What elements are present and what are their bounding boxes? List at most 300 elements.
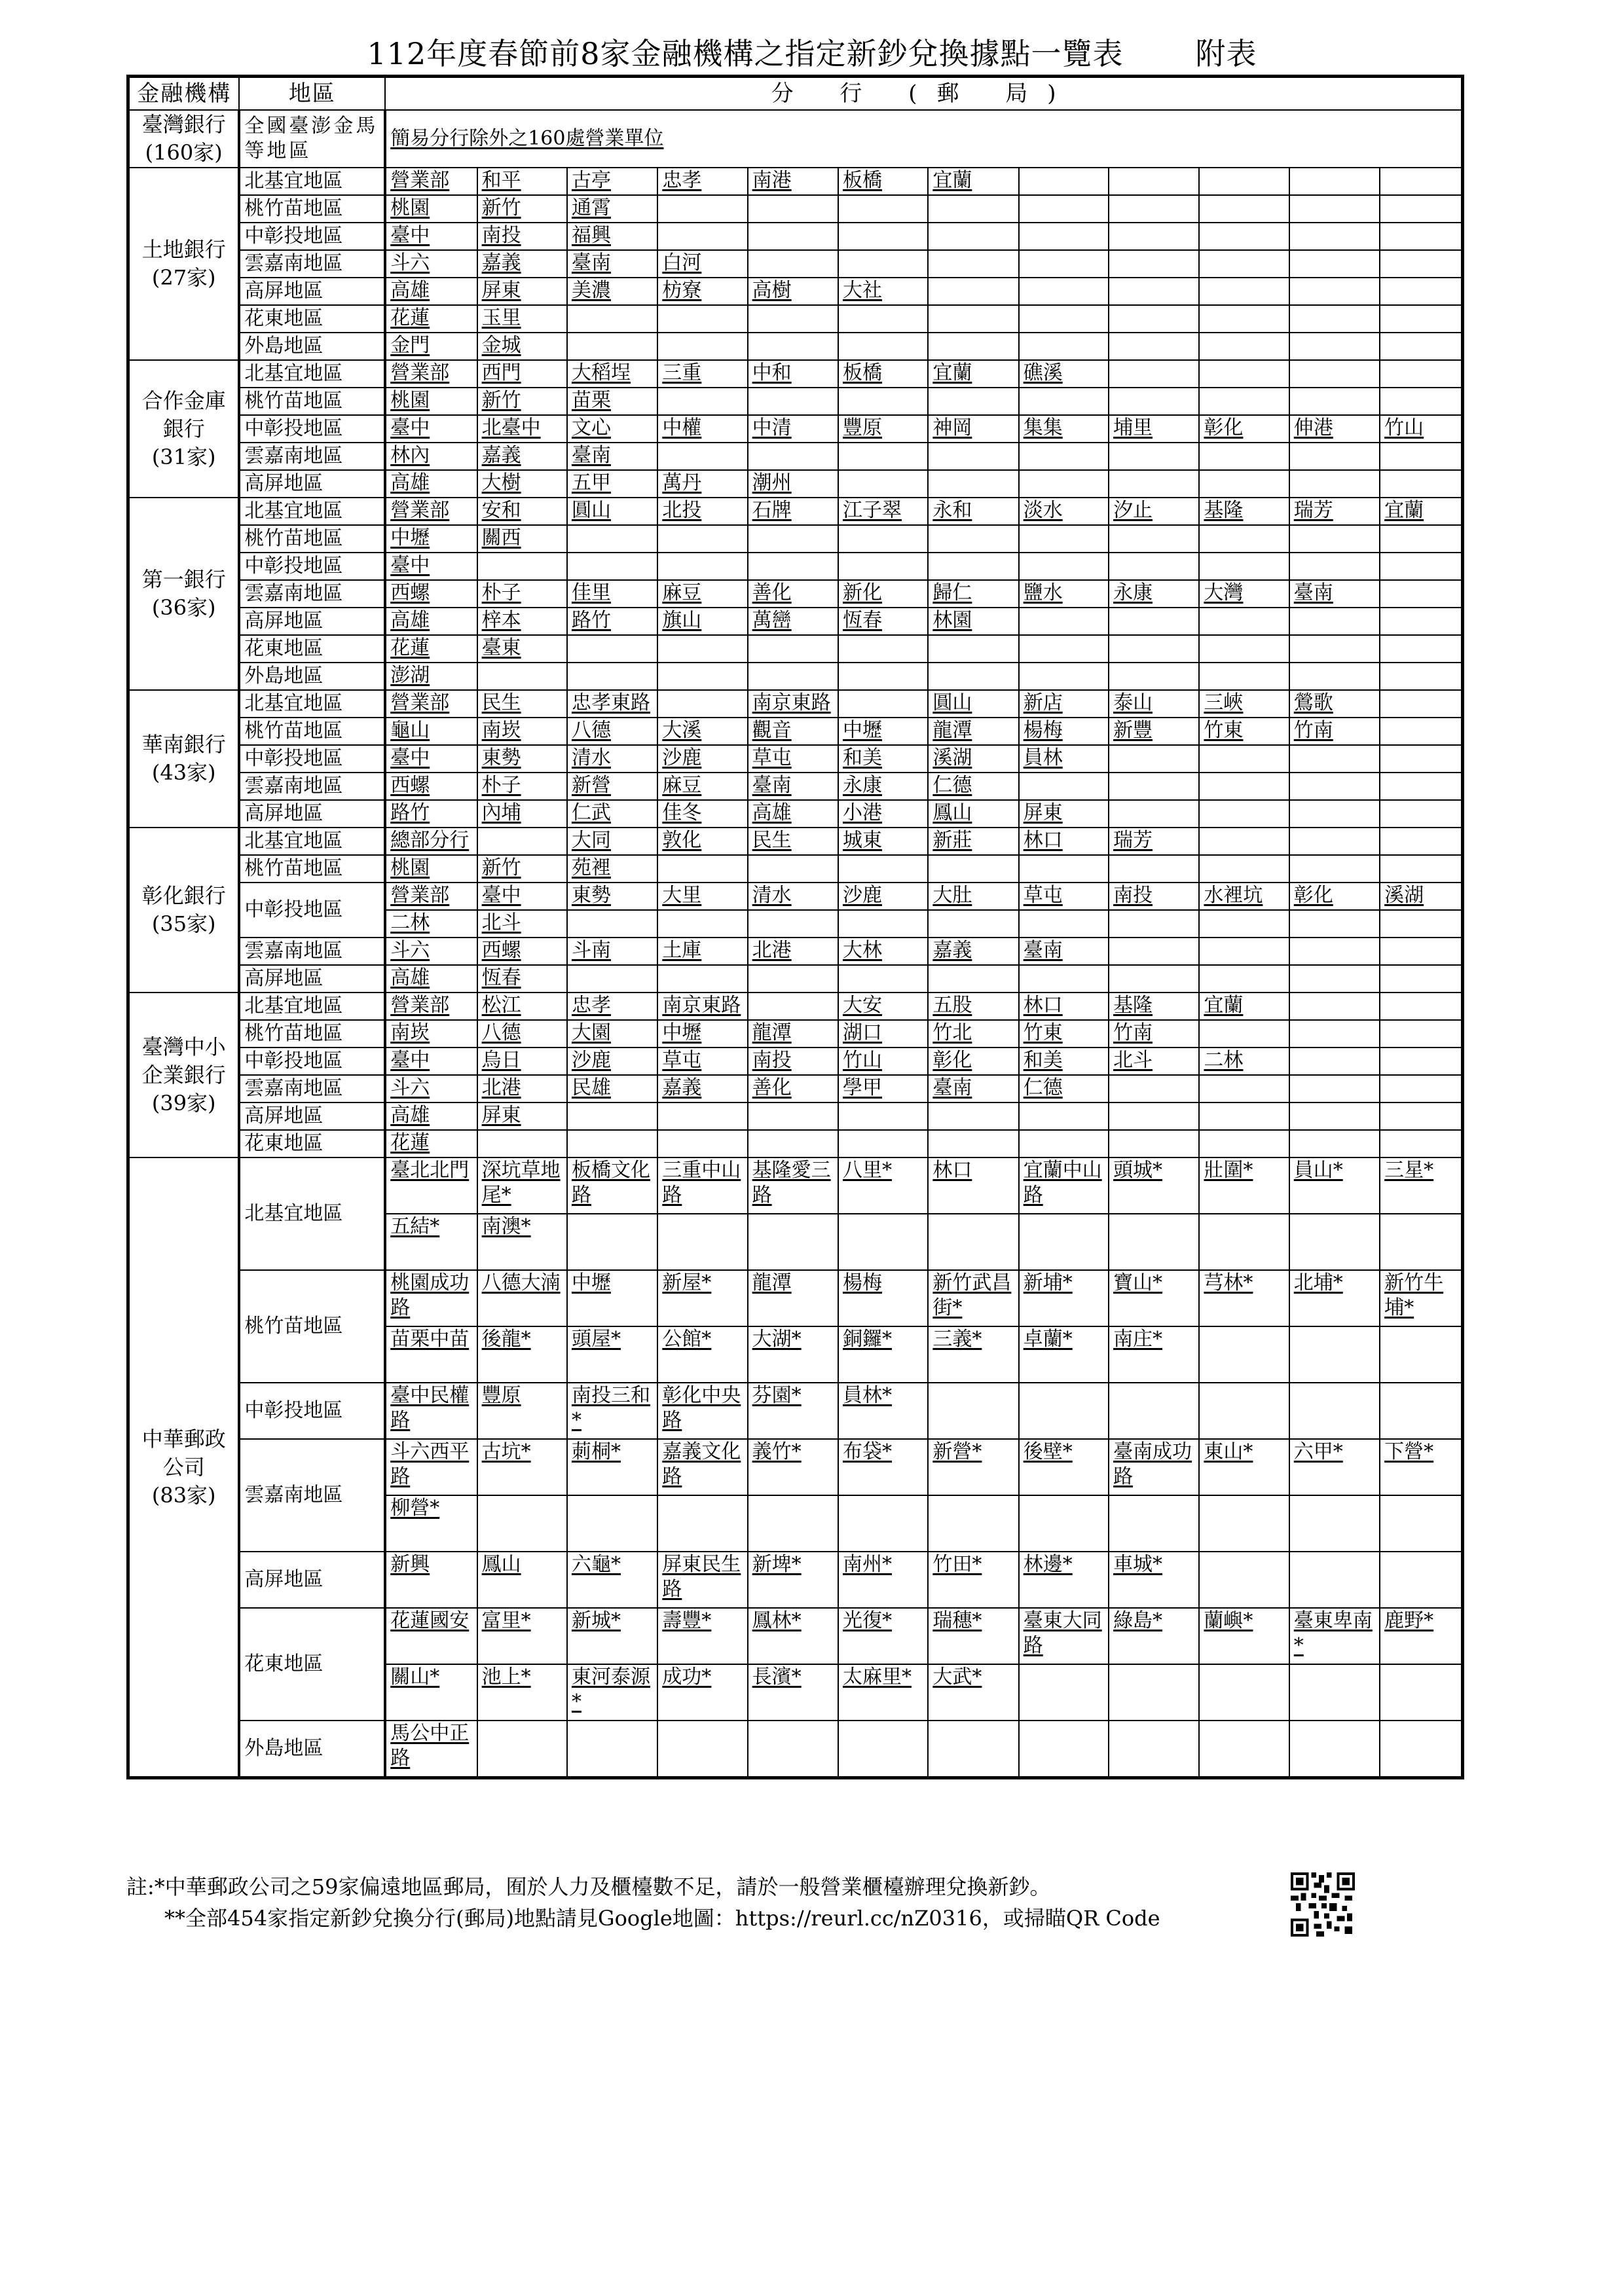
branch-cell: 大灣 bbox=[1199, 580, 1289, 608]
region-name: 桃竹苗地區 bbox=[239, 388, 385, 415]
branch-cell bbox=[1109, 608, 1199, 635]
branch-cell bbox=[567, 635, 657, 663]
institution-name: 彰化銀行 (35家) bbox=[128, 828, 240, 993]
branch-cell: 嘉義 bbox=[928, 938, 1018, 965]
branch-cell: 城東 bbox=[838, 828, 928, 855]
branch-cell bbox=[928, 223, 1018, 250]
branch-cell bbox=[657, 1102, 747, 1130]
branch-cell bbox=[1019, 1102, 1109, 1130]
branch-cell: 大樹 bbox=[477, 470, 567, 498]
branch-cell bbox=[1289, 195, 1380, 223]
table-row bbox=[128, 663, 1463, 690]
branch-cell bbox=[1199, 1130, 1289, 1157]
branch-cell: 大肚 bbox=[928, 883, 1018, 910]
branch-cell: 瑞芳 bbox=[1109, 828, 1199, 855]
table-row bbox=[128, 855, 1463, 883]
branch-cell bbox=[1109, 470, 1199, 498]
table-row bbox=[128, 828, 1463, 855]
branch-cell bbox=[928, 855, 1018, 883]
branch-cell: 忠孝東路 bbox=[567, 690, 657, 718]
branch-cell: 高雄 bbox=[385, 965, 477, 993]
branch-cell bbox=[567, 333, 657, 360]
branch-cell bbox=[657, 1495, 747, 1552]
institution-name: 土地銀行 (27家) bbox=[128, 168, 240, 360]
region-name: 雲嘉南地區 bbox=[239, 443, 385, 470]
branch-cell: 鳳山 bbox=[477, 1552, 567, 1608]
branch-cell bbox=[1289, 443, 1380, 470]
branch-cell: 總部分行 bbox=[385, 828, 477, 855]
branch-cell bbox=[1380, 1552, 1462, 1608]
branch-cell bbox=[1019, 333, 1109, 360]
branch-cell bbox=[748, 553, 838, 580]
institution-name: 第一銀行 (36家) bbox=[128, 498, 240, 690]
branch-cell: 中清 bbox=[748, 415, 838, 443]
branch-cell: 新竹牛埔* bbox=[1380, 1270, 1462, 1326]
footnotes bbox=[126, 1871, 1160, 1934]
branch-cell: 南崁 bbox=[385, 1020, 477, 1048]
branch-cell bbox=[1019, 1130, 1109, 1157]
table-row bbox=[128, 1608, 1463, 1664]
branch-cell: 梓本 bbox=[477, 608, 567, 635]
branch-cell: 萬丹 bbox=[657, 470, 747, 498]
branch-cell: 東勢 bbox=[567, 883, 657, 910]
branch-cell: 南崁 bbox=[477, 718, 567, 745]
branch-cell bbox=[1380, 1495, 1462, 1552]
branch-cell bbox=[1019, 1495, 1109, 1552]
branch-cell bbox=[1380, 1326, 1462, 1383]
branch-cell: 南州* bbox=[838, 1552, 928, 1608]
branch-cell bbox=[1289, 635, 1380, 663]
branch-cell bbox=[838, 1214, 928, 1270]
branch-cell bbox=[1019, 305, 1109, 333]
branch-cell bbox=[1289, 1075, 1380, 1102]
branch-cell: 芎林* bbox=[1199, 1270, 1289, 1326]
branch-cell bbox=[928, 1383, 1018, 1439]
branch-cell bbox=[1199, 168, 1289, 195]
branch-cell: 大同 bbox=[567, 828, 657, 855]
branch-cell: 三峽 bbox=[1199, 690, 1289, 718]
branch-cell bbox=[1380, 580, 1462, 608]
branch-cell bbox=[748, 333, 838, 360]
branch-cell bbox=[928, 470, 1018, 498]
branch-cell: 芬園* bbox=[748, 1383, 838, 1439]
region-name: 高屏地區 bbox=[239, 965, 385, 993]
branch-cell: 新埤* bbox=[748, 1552, 838, 1608]
institution-group bbox=[128, 360, 1463, 498]
branch-cell bbox=[1199, 855, 1289, 883]
branch-cell: 彰化中央路 bbox=[657, 1383, 747, 1439]
branch-cell: 三重中山路 bbox=[657, 1157, 747, 1214]
branch-cell: 中權 bbox=[657, 415, 747, 443]
branch-cell: 善化 bbox=[748, 1075, 838, 1102]
branch-cell: 基隆 bbox=[1109, 993, 1199, 1020]
branch-cell: 北港 bbox=[477, 1075, 567, 1102]
branch-cell bbox=[748, 305, 838, 333]
branch-cell: 新竹 bbox=[477, 855, 567, 883]
region-name: 雲嘉南地區 bbox=[239, 1439, 385, 1552]
branch-cell: 花蓮 bbox=[385, 1130, 477, 1157]
table-row bbox=[128, 965, 1463, 993]
branch-cell: 南港 bbox=[748, 168, 838, 195]
region-name: 花東地區 bbox=[239, 635, 385, 663]
region-name: 花東地區 bbox=[239, 1130, 385, 1157]
table-row bbox=[128, 525, 1463, 553]
region-name: 中彰投地區 bbox=[239, 1048, 385, 1075]
branch-cell: 臺中 bbox=[477, 883, 567, 910]
branch-cell: 仁德 bbox=[1019, 1075, 1109, 1102]
institution-name: 臺灣中小 企業銀行 (39家) bbox=[128, 993, 240, 1157]
branch-cell: 鹽水 bbox=[1019, 580, 1109, 608]
region-name: 桃竹苗地區 bbox=[239, 195, 385, 223]
branch-cell: 臺東 bbox=[477, 635, 567, 663]
branch-cell bbox=[1289, 1721, 1380, 1778]
branch-cell bbox=[1109, 168, 1199, 195]
table-row bbox=[128, 278, 1463, 305]
region-name: 桃竹苗地區 bbox=[239, 1020, 385, 1048]
branch-cell bbox=[1380, 1383, 1462, 1439]
branch-cell bbox=[1289, 745, 1380, 773]
branch-cell bbox=[1289, 1495, 1380, 1552]
branch-cell bbox=[567, 1102, 657, 1130]
branch-cell: 竹山 bbox=[1380, 415, 1462, 443]
branch-cell: 竹東 bbox=[1019, 1020, 1109, 1048]
branch-cell bbox=[928, 1214, 1018, 1270]
branch-cell bbox=[1289, 1383, 1380, 1439]
branch-cell bbox=[928, 1721, 1018, 1778]
branch-cell bbox=[1380, 938, 1462, 965]
branch-cell bbox=[1199, 333, 1289, 360]
branch-cell bbox=[748, 1721, 838, 1778]
branch-cell: 朴子 bbox=[477, 580, 567, 608]
branch-cell bbox=[1380, 663, 1462, 690]
branch-cell: 通霄 bbox=[567, 195, 657, 223]
branch-cell: 旗山 bbox=[657, 608, 747, 635]
branch-cell: 新店 bbox=[1019, 690, 1109, 718]
branch-cell: 屏東 bbox=[477, 1102, 567, 1130]
branch-cell bbox=[1380, 993, 1462, 1020]
branch-cell: 林口 bbox=[1019, 828, 1109, 855]
branch-cell: 池上* bbox=[477, 1664, 567, 1721]
branch-cell bbox=[1019, 1664, 1109, 1721]
branch-cell bbox=[1289, 278, 1380, 305]
table-row bbox=[128, 1020, 1463, 1048]
branch-cell bbox=[1109, 195, 1199, 223]
branch-summary: 簡易分行除外之160處營業單位 bbox=[385, 110, 1462, 168]
region-name: 中彰投地區 bbox=[239, 883, 385, 938]
branch-cell: 永和 bbox=[928, 498, 1018, 525]
branch-cell bbox=[477, 553, 567, 580]
branch-cell: 竹田* bbox=[928, 1552, 1018, 1608]
branch-cell: 湖口 bbox=[838, 1020, 928, 1048]
branch-cell bbox=[567, 1495, 657, 1552]
region-name: 高屏地區 bbox=[239, 1552, 385, 1608]
table-row bbox=[128, 938, 1463, 965]
branch-cell: 臺南 bbox=[928, 1075, 1018, 1102]
branch-cell: 新營* bbox=[928, 1439, 1018, 1495]
branch-cell bbox=[1019, 608, 1109, 635]
branch-cell bbox=[1109, 278, 1199, 305]
branch-cell bbox=[657, 195, 747, 223]
branch-cell bbox=[1289, 608, 1380, 635]
branch-cell bbox=[1289, 855, 1380, 883]
branch-cell: 南庄* bbox=[1109, 1326, 1199, 1383]
branch-cell bbox=[1109, 223, 1199, 250]
branch-cell: 臺南 bbox=[1289, 580, 1380, 608]
branch-cell: 三義* bbox=[928, 1326, 1018, 1383]
branch-cell: 新營 bbox=[567, 773, 657, 800]
branch-cell bbox=[1380, 470, 1462, 498]
branch-cell bbox=[1199, 250, 1289, 278]
branch-cell bbox=[1199, 745, 1289, 773]
branch-cell: 竹北 bbox=[928, 1020, 1018, 1048]
table-row bbox=[128, 1130, 1463, 1157]
qr-code-icon[interactable] bbox=[1290, 1872, 1356, 1937]
branch-cell: 嘉義 bbox=[657, 1075, 747, 1102]
table-row bbox=[128, 415, 1463, 443]
branch-cell: 臺中 bbox=[385, 223, 477, 250]
branch-cell: 龜山 bbox=[385, 718, 477, 745]
region-name: 雲嘉南地區 bbox=[239, 773, 385, 800]
branch-cell bbox=[748, 525, 838, 553]
branch-cell: 嘉義 bbox=[477, 443, 567, 470]
branch-cell: 鳳林* bbox=[748, 1608, 838, 1664]
institution-name: 華南銀行 (43家) bbox=[128, 690, 240, 828]
branch-cell: 彰化 bbox=[928, 1048, 1018, 1075]
branch-cell bbox=[1109, 305, 1199, 333]
branch-cell bbox=[1380, 1020, 1462, 1048]
branch-cell: 高雄 bbox=[385, 470, 477, 498]
region-name: 北基宜地區 bbox=[239, 1157, 385, 1270]
branch-cell: 歸仁 bbox=[928, 580, 1018, 608]
branch-cell: 瑞芳 bbox=[1289, 498, 1380, 525]
table-row bbox=[128, 1270, 1463, 1326]
branch-cell bbox=[1109, 965, 1199, 993]
branch-cell: 光復* bbox=[838, 1608, 928, 1664]
branch-cell: 竹南 bbox=[1289, 718, 1380, 745]
branch-cell bbox=[1199, 1721, 1289, 1778]
region-name: 北基宜地區 bbox=[239, 690, 385, 718]
branch-cell bbox=[1380, 443, 1462, 470]
branch-cell: 中壢 bbox=[657, 1020, 747, 1048]
branch-cell: 嘉義 bbox=[477, 250, 567, 278]
branch-cell bbox=[1380, 855, 1462, 883]
branch-cell bbox=[1289, 1102, 1380, 1130]
branch-cell: 西螺 bbox=[385, 773, 477, 800]
branch-cell: 西螺 bbox=[477, 938, 567, 965]
branch-cell bbox=[1109, 910, 1199, 938]
branch-cell bbox=[1199, 608, 1289, 635]
branch-cell bbox=[928, 1102, 1018, 1130]
table-row bbox=[128, 718, 1463, 745]
branch-cell: 淡水 bbox=[1019, 498, 1109, 525]
branch-cell bbox=[1199, 1383, 1289, 1439]
branch-cell: 佳冬 bbox=[657, 800, 747, 828]
branch-cell bbox=[1380, 828, 1462, 855]
branch-cell: 六龜* bbox=[567, 1552, 657, 1608]
branch-cell bbox=[1199, 305, 1289, 333]
branch-cell: 新興 bbox=[385, 1552, 477, 1608]
branch-cell bbox=[1199, 470, 1289, 498]
branch-cell: 和美 bbox=[838, 745, 928, 773]
header-institution: 金融機構 bbox=[128, 77, 240, 111]
branch-cell: 公館* bbox=[657, 1326, 747, 1383]
branch-cell: 西螺 bbox=[385, 580, 477, 608]
branch-cell bbox=[928, 195, 1018, 223]
branch-cell: 宜蘭 bbox=[928, 360, 1018, 388]
branch-cell bbox=[657, 663, 747, 690]
branch-cell: 富里* bbox=[477, 1608, 567, 1664]
branch-cell: 南投 bbox=[748, 1048, 838, 1075]
branch-cell bbox=[1109, 745, 1199, 773]
branch-cell bbox=[1289, 773, 1380, 800]
branch-cell: 澎湖 bbox=[385, 663, 477, 690]
region-name: 外島地區 bbox=[239, 1721, 385, 1778]
region-name: 北基宜地區 bbox=[239, 498, 385, 525]
table-row bbox=[128, 608, 1463, 635]
branch-cell: 北埔* bbox=[1289, 1270, 1380, 1326]
branch-cell: 八德 bbox=[477, 1020, 567, 1048]
branch-cell: 龍潭 bbox=[748, 1020, 838, 1048]
table-row bbox=[128, 360, 1463, 388]
branch-cell bbox=[1019, 223, 1109, 250]
branch-cell bbox=[1109, 1102, 1199, 1130]
table-row bbox=[128, 800, 1463, 828]
branch-cell bbox=[748, 1102, 838, 1130]
institution-group bbox=[128, 110, 1463, 168]
branch-cell bbox=[748, 1214, 838, 1270]
branch-cell bbox=[928, 443, 1018, 470]
branch-cell bbox=[1380, 1664, 1462, 1721]
branch-cell: 高樹 bbox=[748, 278, 838, 305]
table-row bbox=[128, 993, 1463, 1020]
branch-cell: 草屯 bbox=[657, 1048, 747, 1075]
branch-cell bbox=[1199, 663, 1289, 690]
branch-cell bbox=[1199, 1326, 1289, 1383]
branch-cell bbox=[748, 250, 838, 278]
branch-cell: 柳營* bbox=[385, 1495, 477, 1552]
branch-cell bbox=[838, 223, 928, 250]
branch-cell: 大里 bbox=[657, 883, 747, 910]
branch-cell bbox=[748, 388, 838, 415]
branch-cell bbox=[1380, 1102, 1462, 1130]
branch-cell: 圓山 bbox=[928, 690, 1018, 718]
branch-cell bbox=[1109, 938, 1199, 965]
branch-cell: 斗六 bbox=[385, 938, 477, 965]
region-name: 中彰投地區 bbox=[239, 553, 385, 580]
branch-cell bbox=[1380, 250, 1462, 278]
branch-cell bbox=[1380, 278, 1462, 305]
branch-cell: 南京東路 bbox=[657, 993, 747, 1020]
branch-cell bbox=[1019, 663, 1109, 690]
branch-cell: 後壁* bbox=[1019, 1439, 1109, 1495]
branch-cell: 東勢 bbox=[477, 745, 567, 773]
branch-cell: 和美 bbox=[1019, 1048, 1109, 1075]
branch-cell: 八德大湳 bbox=[477, 1270, 567, 1326]
branch-cell: 苗栗 bbox=[567, 388, 657, 415]
branch-cell: 美濃 bbox=[567, 278, 657, 305]
institution-name: 合作金庫 銀行 (31家) bbox=[128, 360, 240, 498]
branch-cell bbox=[1289, 1664, 1380, 1721]
branch-cell: 高雄 bbox=[385, 608, 477, 635]
branch-cell: 臺南 bbox=[567, 443, 657, 470]
branch-cell bbox=[928, 305, 1018, 333]
table-row bbox=[128, 883, 1463, 910]
branch-cell bbox=[748, 855, 838, 883]
branch-cell: 營業部 bbox=[385, 498, 477, 525]
branch-cell: 營業部 bbox=[385, 993, 477, 1020]
branch-cell bbox=[1380, 1048, 1462, 1075]
branch-cell bbox=[657, 305, 747, 333]
branch-cell bbox=[1019, 443, 1109, 470]
branch-cell: 花蓮 bbox=[385, 635, 477, 663]
branch-cell bbox=[1289, 1326, 1380, 1383]
branch-cell bbox=[838, 635, 928, 663]
branch-cell: 五結* bbox=[385, 1214, 477, 1270]
branch-cell bbox=[1289, 1552, 1380, 1608]
branch-cell: 臺中 bbox=[385, 415, 477, 443]
branch-cell bbox=[1109, 1721, 1199, 1778]
branch-cell bbox=[1380, 168, 1462, 195]
branch-cell bbox=[928, 525, 1018, 553]
branch-cell: 桃園 bbox=[385, 388, 477, 415]
branch-cell bbox=[838, 855, 928, 883]
branch-cell: 新豐 bbox=[1109, 718, 1199, 745]
branch-cell bbox=[477, 1721, 567, 1778]
institution-group bbox=[128, 1157, 1463, 1778]
branch-cell: 屏東 bbox=[1019, 800, 1109, 828]
branch-cell bbox=[1380, 965, 1462, 993]
branch-cell: 臺東大同路 bbox=[1019, 1608, 1109, 1664]
branch-cell bbox=[1199, 800, 1289, 828]
table-row bbox=[128, 333, 1463, 360]
branch-cell bbox=[567, 1214, 657, 1270]
branch-cell: 義竹* bbox=[748, 1439, 838, 1495]
branch-cell bbox=[838, 1721, 928, 1778]
region-name: 中彰投地區 bbox=[239, 415, 385, 443]
branch-cell: 伸港 bbox=[1289, 415, 1380, 443]
branch-cell: 壽豐* bbox=[657, 1608, 747, 1664]
branch-cell: 彰化 bbox=[1289, 883, 1380, 910]
branch-cell bbox=[1019, 1214, 1109, 1270]
branch-cell bbox=[657, 443, 747, 470]
branch-cell: 草屯 bbox=[748, 745, 838, 773]
branch-cell bbox=[838, 663, 928, 690]
table-row bbox=[128, 773, 1463, 800]
branch-cell: 竹南 bbox=[1109, 1020, 1199, 1048]
branch-cell: 民雄 bbox=[567, 1075, 657, 1102]
branch-cell bbox=[1289, 305, 1380, 333]
branch-cell: 民生 bbox=[477, 690, 567, 718]
branch-cell: 忠孝 bbox=[657, 168, 747, 195]
branch-cell: 豐原 bbox=[838, 415, 928, 443]
branch-cell: 路竹 bbox=[385, 800, 477, 828]
branch-cell: 沙鹿 bbox=[567, 1048, 657, 1075]
branch-cell bbox=[1109, 250, 1199, 278]
branch-cell: 大武* bbox=[928, 1664, 1018, 1721]
branch-cell bbox=[477, 828, 567, 855]
branch-cell bbox=[1199, 278, 1289, 305]
branch-cell: 忠孝 bbox=[567, 993, 657, 1020]
title-text: 112年度春節前8家金融機構之指定新鈔兌換據點一覽表 bbox=[367, 36, 1124, 71]
branch-cell: 桃園成功路 bbox=[385, 1270, 477, 1326]
branch-cell bbox=[838, 965, 928, 993]
branch-cell: 三星* bbox=[1380, 1157, 1462, 1214]
region-name: 中彰投地區 bbox=[239, 1383, 385, 1439]
table-row bbox=[128, 635, 1463, 663]
branch-cell: 斗六 bbox=[385, 250, 477, 278]
branch-cell bbox=[1380, 195, 1462, 223]
branch-cell: 學甲 bbox=[838, 1075, 928, 1102]
